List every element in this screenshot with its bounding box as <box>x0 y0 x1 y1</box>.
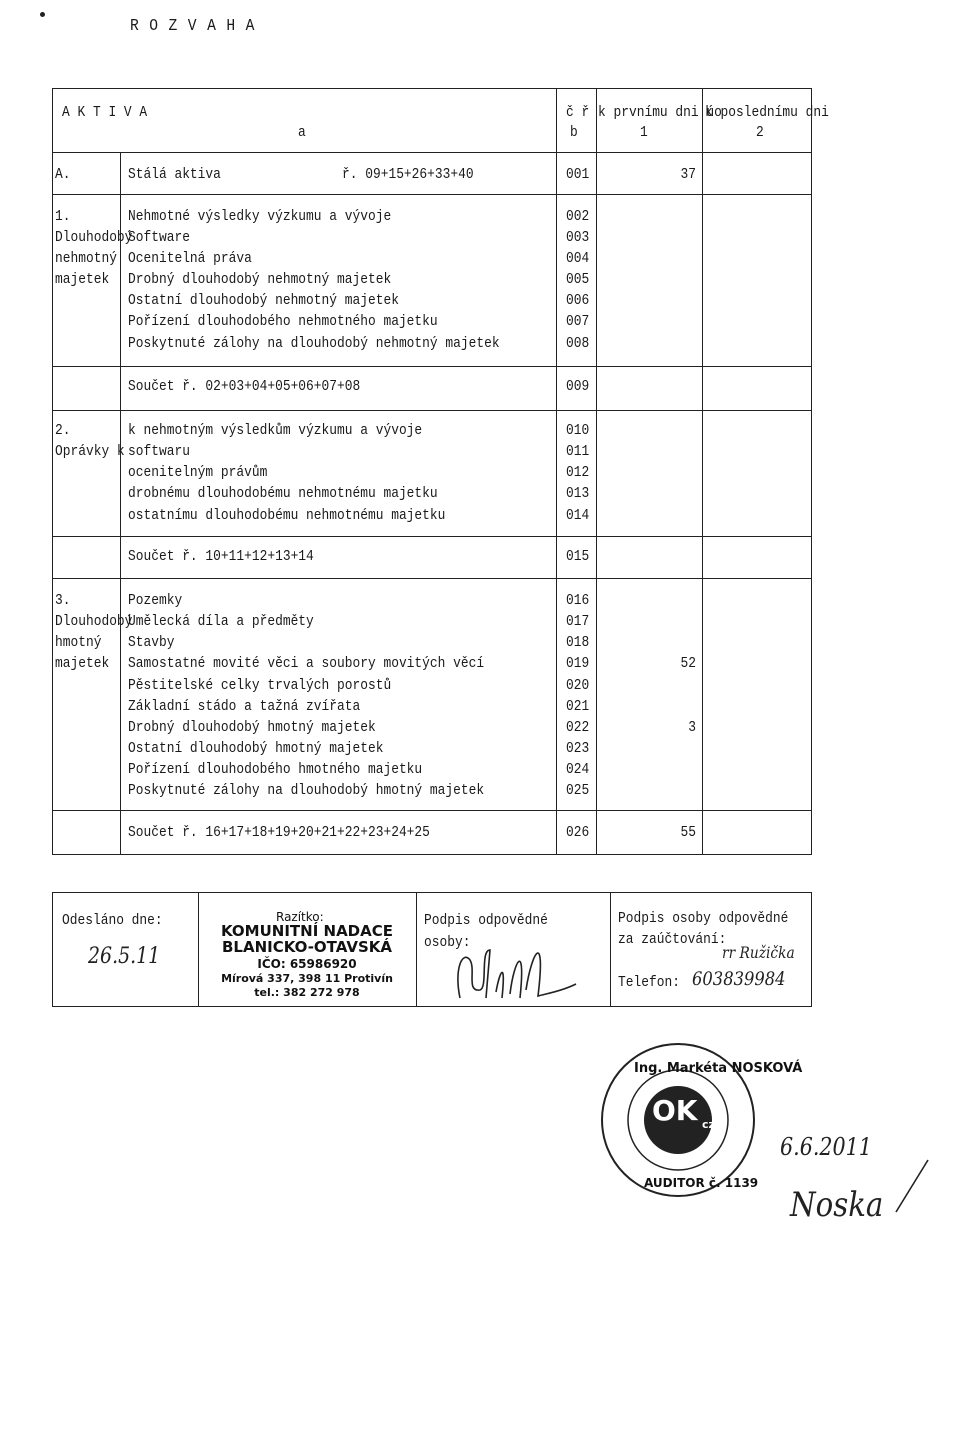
item-number: 012 <box>566 464 590 481</box>
organization-stamp-line: KOMUNITNÍ NADACE <box>220 922 393 940</box>
item-number: 004 <box>566 250 590 267</box>
auditor-date-handwritten: 6.6.2011 <box>780 1133 872 1161</box>
section-3-sum-number: 026 <box>566 824 590 841</box>
section-1-label: majetek <box>55 271 110 288</box>
section-2-sum-number: 015 <box>566 548 590 565</box>
item-number: 011 <box>566 443 590 460</box>
section-1-label: Dlouhodobý <box>55 229 133 246</box>
section-3-label: Dlouhodobý <box>55 613 133 630</box>
phone-label: Telefon: <box>618 974 680 991</box>
ok-logo: OK <box>652 1094 698 1127</box>
item-label: Pořízení dlouhodobého hmotného majetku <box>128 761 423 778</box>
auditor-signature: Noska <box>790 1185 884 1225</box>
ok-logo-suffix: cz <box>702 1118 715 1131</box>
item-label: Pěstitelské celky trvalých porostů <box>128 677 392 694</box>
item-number: 002 <box>566 208 590 225</box>
column-2-label: 2 <box>756 124 764 141</box>
organization-stamp-line: tel.: 382 272 978 <box>254 986 360 999</box>
item-number: 006 <box>566 292 590 309</box>
responsible-signature-label: Podpis odpovědné <box>424 912 548 929</box>
item-number: 025 <box>566 782 590 799</box>
item-label: Ocenitelná práva <box>128 250 252 267</box>
section-3-sum-value: 55 <box>680 824 696 841</box>
item-number: 019 <box>566 655 590 672</box>
accounting-signature-label-2: za zaúčtování: <box>618 931 727 948</box>
item-number: 007 <box>566 313 590 330</box>
item-number: 017 <box>566 613 590 630</box>
section-2-label: Oprávky k <box>55 443 125 460</box>
organization-stamp-line: BLANICKO-OTAVSKÁ <box>221 938 392 956</box>
section-2-label: 2. <box>55 422 71 439</box>
organization-stamp-line: IČO: 65986920 <box>257 957 357 971</box>
item-number: 010 <box>566 422 590 439</box>
item-number: 023 <box>566 740 590 757</box>
auditor-stamp-name: Ing. Markéta NOSKOVÁ <box>634 1061 803 1076</box>
section-2-sum-label: Součet ř. 10+11+12+13+14 <box>128 548 314 565</box>
auditor-stamp-number: AUDITOR č. 1139 <box>644 1176 759 1190</box>
item-number: 016 <box>566 592 590 609</box>
row-a-number: 001 <box>566 166 590 183</box>
signature-slash-icon <box>888 1156 938 1216</box>
item-label: Drobný dlouhodobý hmotný majetek <box>128 719 376 736</box>
item-label: k nehmotným výsledkům výzkumu a vývoje <box>128 422 423 439</box>
stamp-label: Razítko: <box>276 910 324 924</box>
row-a-formula: ř. 09+15+26+33+40 <box>342 166 474 183</box>
scan-speck <box>40 12 45 17</box>
item-label: Software <box>128 229 190 246</box>
item-number: 021 <box>566 698 590 715</box>
section-1-label: nehmotný <box>55 250 117 267</box>
accounting-signature-label: Podpis osoby odpovědné <box>618 910 789 927</box>
section-3-sum-label: Součet ř. 16+17+18+19+20+21+22+23+24+25 <box>128 824 430 841</box>
section-3-label: 3. <box>55 592 71 609</box>
responsible-signature-image <box>440 920 580 1002</box>
item-label: Nehmotné výsledky výzkumu a vývoje <box>128 208 392 225</box>
item-number: 005 <box>566 271 590 288</box>
item-label: Umělecká díla a předměty <box>128 613 314 630</box>
phone-handwritten: 603839984 <box>692 968 786 990</box>
item-label: Pozemky <box>128 592 183 609</box>
item-label: ocenitelným právům <box>128 464 268 481</box>
row-a-value: 37 <box>680 166 696 183</box>
aktiva-heading: A K T I V A <box>62 104 148 121</box>
column-b-label: b <box>570 124 578 141</box>
row-a-label: Stálá aktiva <box>128 166 221 183</box>
item-number: 024 <box>566 761 590 778</box>
sent-date-label: Odesláno dne: <box>62 912 163 929</box>
row-number-header: č ř <box>566 104 590 121</box>
column-1-label: 1 <box>640 124 648 141</box>
sent-date-handwritten: 26.5.11 <box>88 944 161 969</box>
auditor-stamp <box>598 1040 803 1200</box>
section-1-sum-number: 009 <box>566 378 590 395</box>
item-label: Základní stádo a tažná zvířata <box>128 698 361 715</box>
item-label: drobnému dlouhodobému nehmotnému majetku <box>128 485 438 502</box>
section-1-label: 1. <box>55 208 71 225</box>
item-label: softwaru <box>128 443 190 460</box>
section-3-label: hmotný <box>55 634 102 651</box>
first-day-header: k prvnímu dni úo <box>598 104 722 121</box>
column-a-label: a <box>298 124 306 141</box>
item-label: Samostatné movité věci a soubory movitých věcí <box>128 655 485 672</box>
item-number: 013 <box>566 485 590 502</box>
item-label: Poskytnuté zálohy na dlouhodobý hmotný majetek <box>128 782 485 799</box>
last-day-header: k poslednímu dni <box>705 104 829 121</box>
item-label: Stavby <box>128 634 175 651</box>
item-number: 018 <box>566 634 590 651</box>
row-a-code: A. <box>55 166 71 183</box>
organization-stamp-line: Mírová 337, 398 11 Protivín <box>221 972 393 985</box>
accounting-signature-handwritten: rr Ružička <box>722 943 795 962</box>
item-label: Drobný dlouhodobý nehmotný majetek <box>128 271 392 288</box>
section-3-label: majetek <box>55 655 110 672</box>
item-number: 008 <box>566 335 590 352</box>
item-value: 3 <box>688 719 696 736</box>
item-label: Poskytnuté zálohy na dlouhodobý nehmotný majetek <box>128 335 500 352</box>
item-number: 020 <box>566 677 590 694</box>
item-number: 014 <box>566 507 590 524</box>
item-number: 003 <box>566 229 590 246</box>
item-label: ostatnímu dlouhodobému nehmotnému majetku <box>128 507 446 524</box>
responsible-signature-label-2: osoby: <box>424 934 471 951</box>
item-label: Ostatní dlouhodobý hmotný majetek <box>128 740 384 757</box>
item-label: Ostatní dlouhodobý nehmotný majetek <box>128 292 399 309</box>
document-title: R O Z V A H A <box>130 17 256 36</box>
section-1-sum-label: Součet ř. 02+03+04+05+06+07+08 <box>128 378 361 395</box>
item-number: 022 <box>566 719 590 736</box>
item-value: 52 <box>680 655 696 672</box>
item-label: Pořízení dlouhodobého nehmotného majetku <box>128 313 438 330</box>
